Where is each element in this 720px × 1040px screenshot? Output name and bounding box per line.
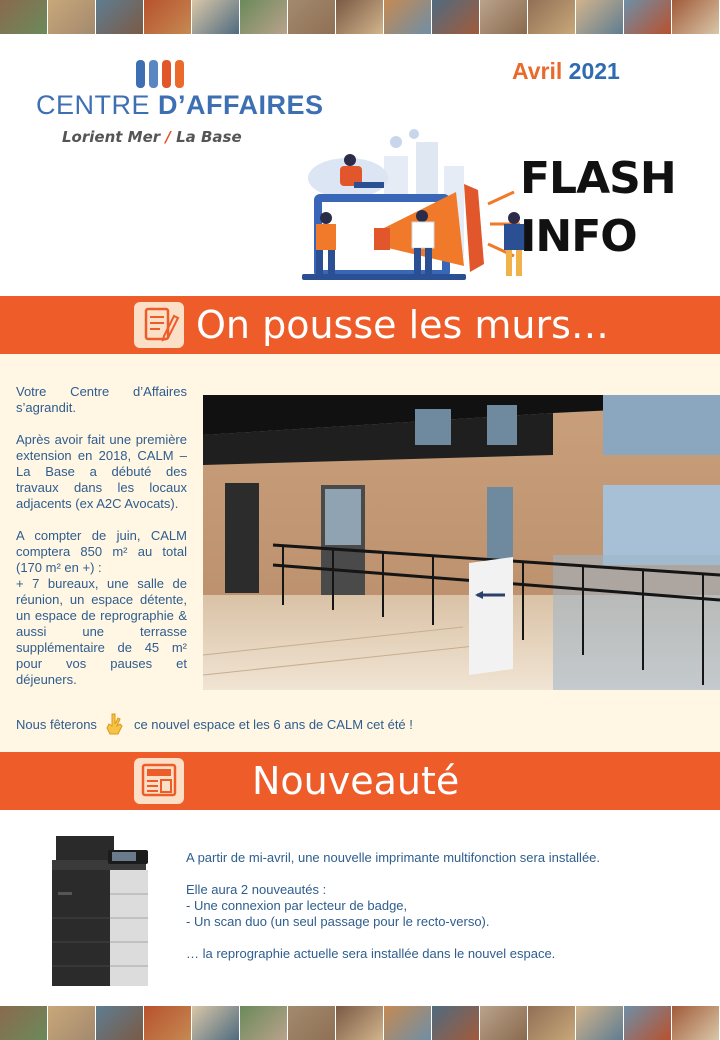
strip-photo-tile [432,1006,480,1040]
strip-photo-tile [192,0,240,34]
centre-affaires-logo [36,56,324,156]
flash-title-line1: FLASH [520,153,676,204]
article-paragraph-3: A compter de juin, CALM comptera 850 m² au total (170 m² en +) : [16,528,187,575]
interior-extension-photo [203,395,720,690]
strip-photo-tile [96,0,144,34]
logo-title-part1: CENTRE [36,90,159,120]
closing-after: ce nouvel espace et les 6 ans de CALM cet été ! [133,716,413,732]
strip-photo-tile [672,1006,720,1040]
megaphone-illustration [288,126,552,282]
strip-photo-tile [144,1006,192,1040]
flash-title-line2: INFO [520,211,637,262]
multifunction-printer-image [48,832,152,988]
strip-photo-tile [144,0,192,34]
strip-photo-tile [96,1006,144,1040]
issue-date [512,58,620,85]
strip-photo-tile [240,0,288,34]
closing-before: Nous fêterons [16,716,97,732]
section-heading-nouveaute: Nouveauté [252,759,460,803]
nouveaute-features-title: Elle aura 2 nouveautés : [186,882,327,897]
strip-photo-tile [288,0,336,34]
logo-subtitle [62,128,242,146]
strip-photo-tile [288,1006,336,1040]
logo-bars-icon [132,56,192,90]
strip-photo-tile [192,1006,240,1040]
nouveaute-text [186,850,696,978]
strip-photo-tile [336,0,384,34]
strip-photo-tile [384,1006,432,1040]
strip-photo-tile [528,0,576,34]
crossed-fingers-icon [104,712,126,736]
article-paragraph-2: Après avoir fait une première extension en 2018, CALM – La Base a débuté des travaux dans les locaux adjacents (ex A2C Avocats). [16,432,187,511]
strip-photo-tile [528,1006,576,1040]
section-bar-murs [0,296,720,354]
strip-photo-tile [480,1006,528,1040]
strip-photo-tile [0,1006,48,1040]
strip-photo-tile [672,0,720,34]
strip-photo-tile [48,0,96,34]
logo-title-part2: D’AFFAIRES [158,90,324,120]
closing-line [16,712,413,736]
article-paragraph-1: Votre Centre d’Affaires s’agrandit. [16,384,187,415]
section-bar-nouveaute [0,752,720,810]
strip-photo-tile [624,0,672,34]
article-paragraph-4: + 7 bureaux, une salle de réunion, un espace détente, un espace de reprographie & aussi une terrasse supplémentaire de 45 m² pour vos pauses et déjeuners. [16,576,187,687]
strip-photo-tile [240,1006,288,1040]
strip-photo-tile [48,1006,96,1040]
logo-title [36,90,324,121]
strip-photo-tile [384,0,432,34]
nouveaute-note: … la reprographie actuelle sera installée dans le nouvel espace. [186,946,556,961]
logo-sub-part2: La Base [170,128,242,146]
logo-sub-part1: Lorient Mer [62,128,166,146]
nouveaute-intro: A partir de mi-avril, une nouvelle imprimante multifonction sera installée. [186,850,601,865]
strip-photo-tile [576,1006,624,1040]
logo-sub-slash: / [165,128,171,146]
document-edit-icon [134,302,184,348]
strip-photo-tile [432,0,480,34]
nouveaute-feature-1: - Une connexion par lecteur de badge, [186,898,408,913]
strip-photo-tile [480,0,528,34]
section-heading-murs: On pousse les murs… [196,303,609,347]
bottom-photo-strip [0,1006,720,1040]
strip-photo-tile [624,1006,672,1040]
issue-month: Avril [512,58,563,84]
nouveaute-feature-2: - Un scan duo (un seul passage pour le recto-verso). [186,914,490,929]
strip-photo-tile [0,0,48,34]
newspaper-icon [134,758,184,804]
top-photo-strip [0,0,720,34]
article-text-murs [16,384,187,688]
issue-year: 2021 [568,58,620,84]
strip-photo-tile [576,0,624,34]
strip-photo-tile [336,1006,384,1040]
flash-info-title [520,150,680,266]
